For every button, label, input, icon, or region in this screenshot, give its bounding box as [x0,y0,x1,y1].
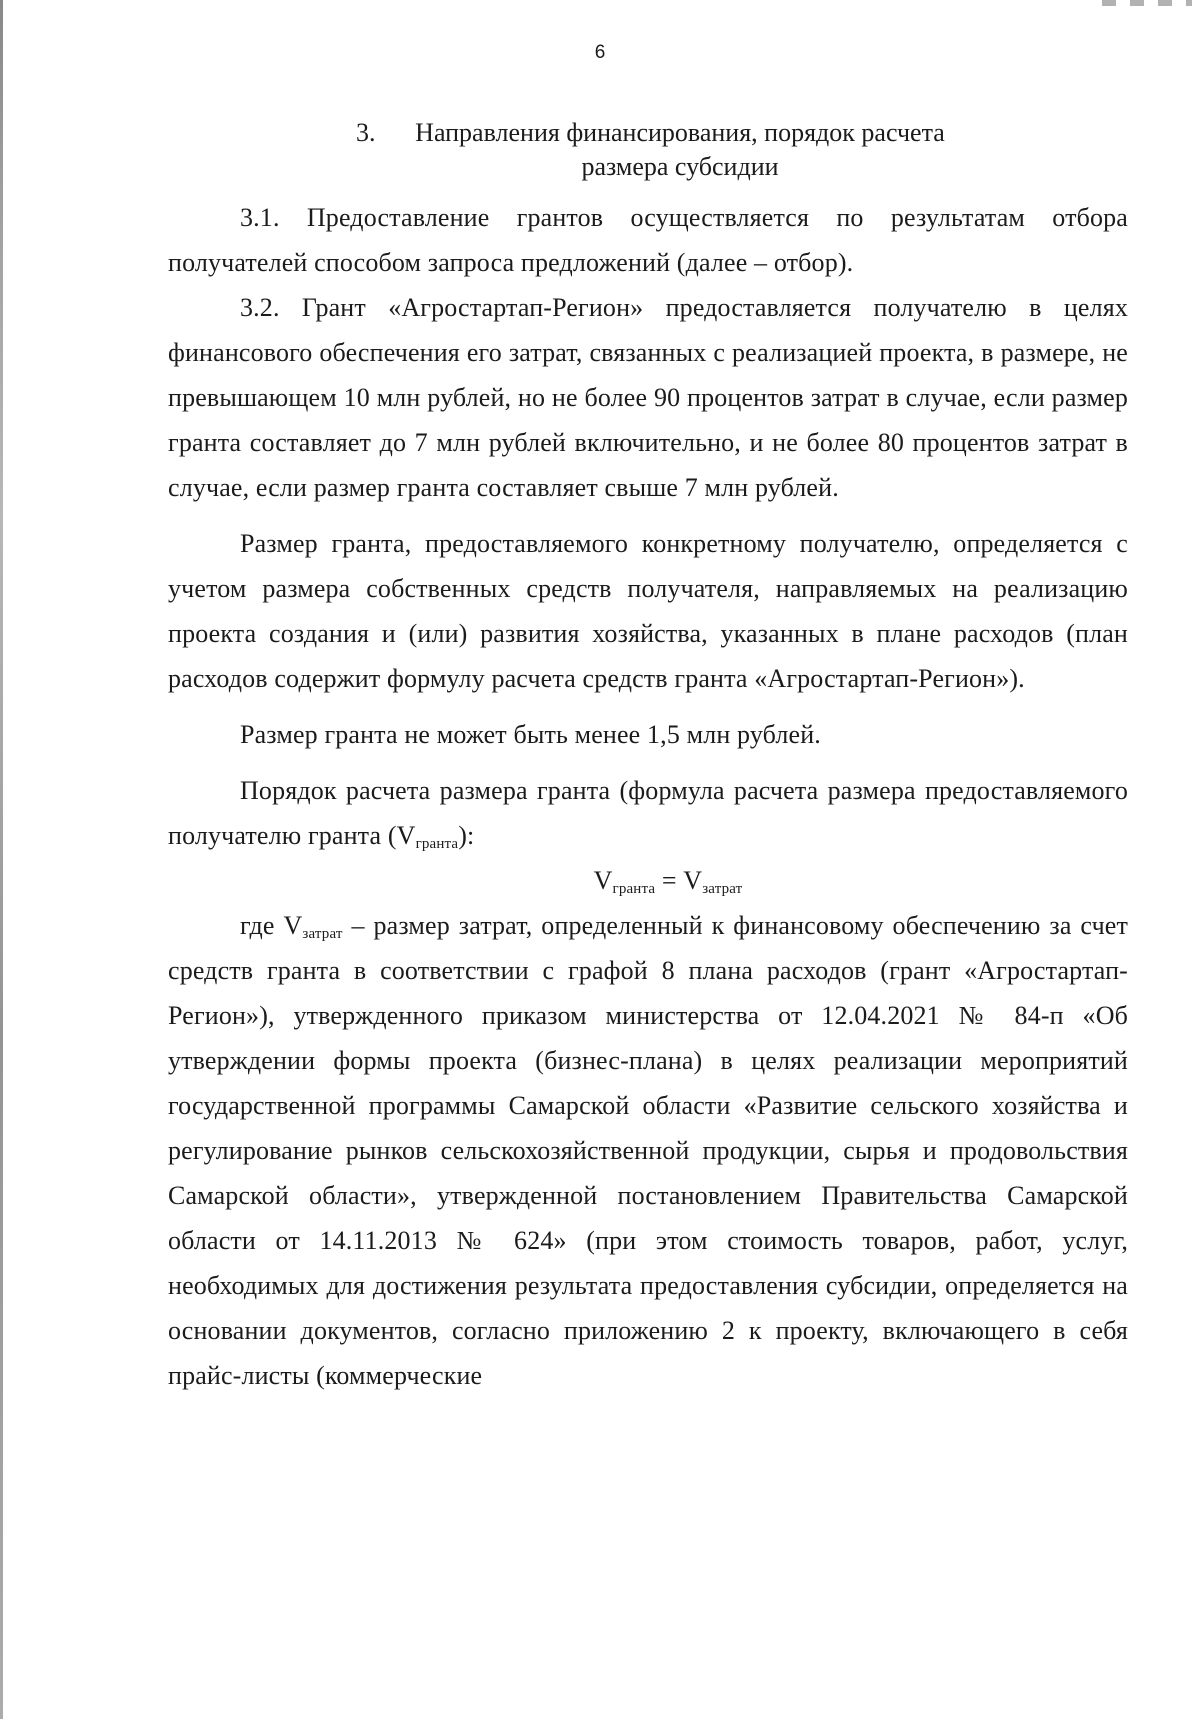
formula-v: V [593,866,613,895]
paragraph-definition [168,903,1128,1398]
formula-equals: = V [655,866,703,895]
section-number: 3. [356,118,376,147]
definition-text: – размер затрат, определенный к финансовому обеспечению за счет средств гранта в соответствии с графой 8 плана расходов (грант «Агростартап-Регион»), утвержденного приказом министерства от 12.04.2021 № 84-п «Об утверждении формы проекта (бизнес-плана) в целях реализации мероприятий государственной программы Самарской области «Развитие сельского хозяйства и регулирование рынков сельскохозяйственной продукции, сырья и продовольствия Самарской области», утвержденной постановлением Правительства Самарской области от 14.11.2013 № 624» (при этом стоимость товаров, работ, услуг, необходимых для достижения результата предоставления субсидии, определяется на основании документов, согласно приложению 2 к проекту, включающего в себя прайс-листы (коммерческие [168,911,1129,1390]
formula-subscript-grant: гранта [612,881,656,897]
section-heading [240,116,1120,184]
paragraph-grant-size: Размер гранта, предоставляемого конкретному получателю, определяется с учетом размера собственных средств получателя, направляемых на реализацию проекта создания и (или) развития хозяйства, указанных в плане расходов (план расходов содержит формулу расчета средств гранта «Агростартап-Регион»). [168,529,1128,693]
section-title-line-2: размера субсидии [581,152,779,181]
calculation-order-text: Порядок расчета размера гранта (формула расчета размера предоставляемого получателю гранта (V [168,776,1128,850]
calculation-order-end: ): [458,821,475,850]
formula-subscript-costs: затрат [702,881,743,897]
scan-corner-mark [1102,0,1192,6]
section-title-line-1: Направления финансирования, порядок расчета [415,118,945,147]
page-number: 6 [594,42,606,63]
grant-formula [168,858,1128,903]
paragraph-3-1: 3.1. Предоставление грантов осуществляется по результатам отбора получателей способом запроса предложений (далее – отбор). [168,203,1128,277]
definition-subscript: затрат [302,926,343,942]
definition-start: где V [240,911,303,940]
paragraph-3-2: 3.2. Грант «Агростартап-Регион» предоставляется получателю в целях финансового обеспечения его затрат, связанных с реализацией проекта, в размере, не превышающем 10 млн рублей, но не более 90 процентов затрат в случае, если размер гранта составляет до 7 млн рублей включительно, и не более 80 процентов затрат в случае, если размер гранта составляет свыше 7 млн рублей. [168,293,1128,502]
body-text [168,195,1128,1398]
paragraph-calculation-order [168,768,1128,858]
paragraph-min-grant: Размер гранта не может быть менее 1,5 млн рублей. [240,720,821,749]
scan-edge-line [0,0,3,1719]
calculation-order-subscript: гранта [415,836,459,852]
